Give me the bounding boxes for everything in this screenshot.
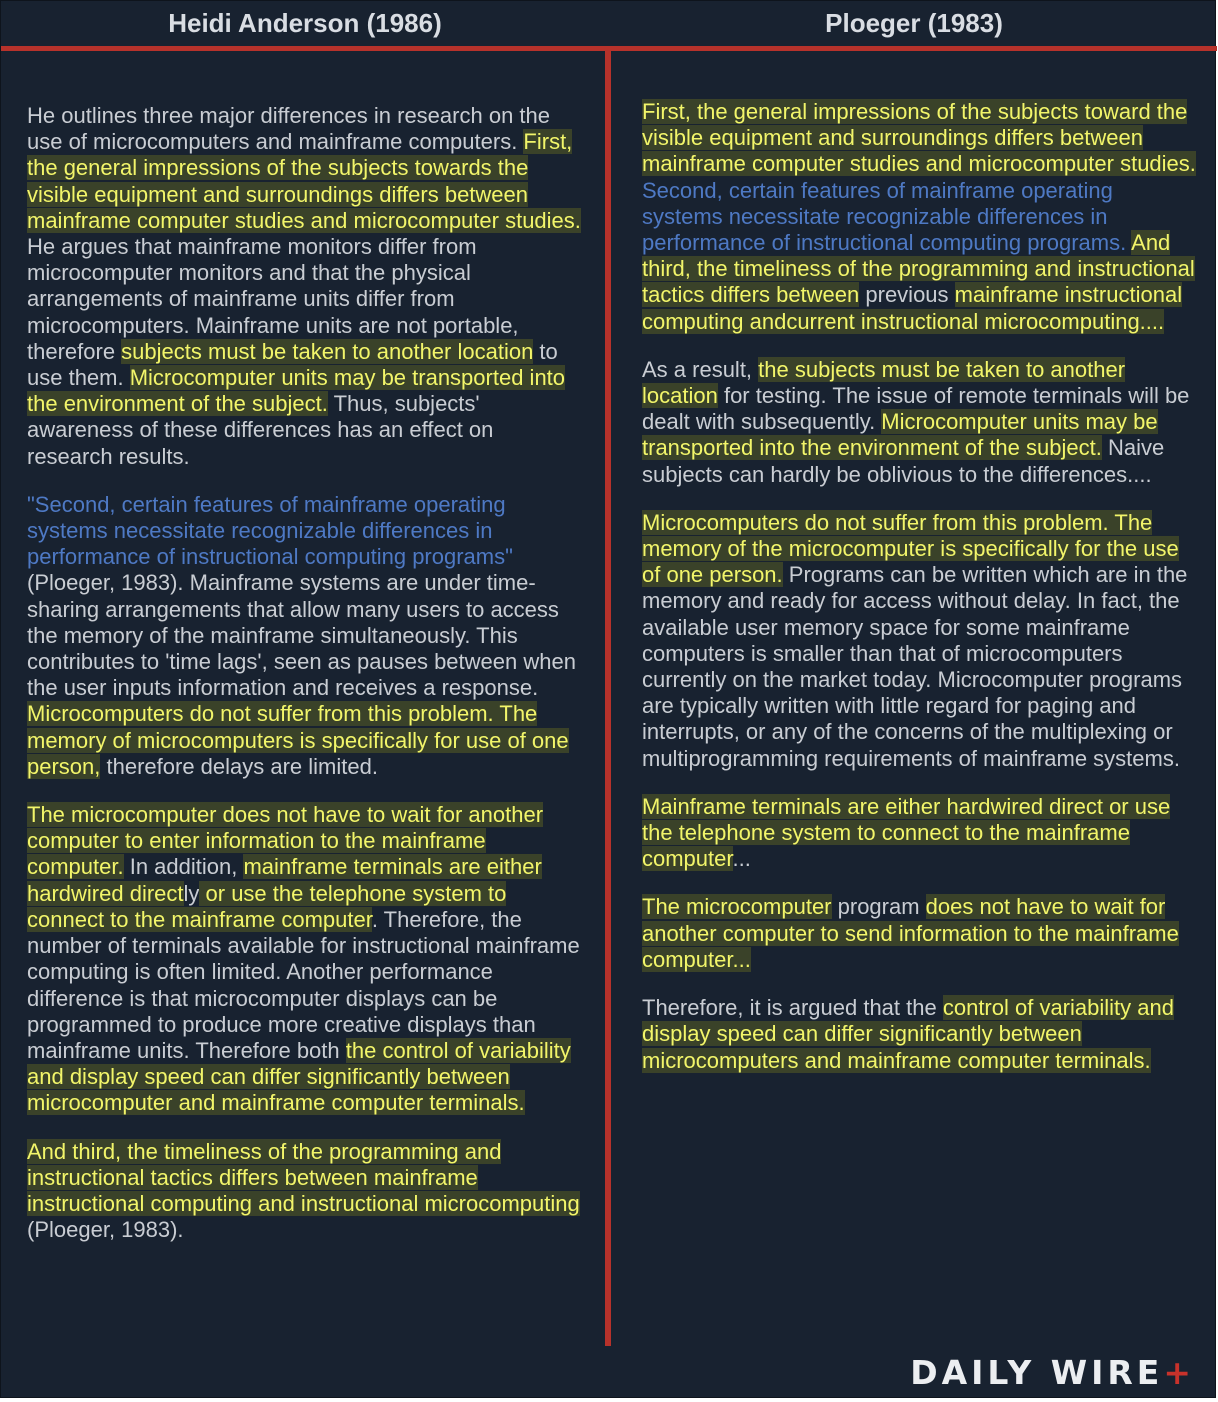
body-text: Programs can be written which are in the memory and ready for access without delay. In fact, the available user memory space for some mainframe computers is smaller than that of microcomputers currently on the market today. Microcomputer programs are typically written with little regard for paging and interrupts, or any of the concerns of the multiplexing or multiprogramming requirements of mainframe systems. xyxy=(642,562,1188,771)
left-column-title: Heidi Anderson (1986) xyxy=(168,8,442,38)
highlighted-text: the subjects must be taken to another location xyxy=(642,356,1126,409)
body-text: ... xyxy=(732,846,751,872)
quoted-text: "Second, certain features of mainframe operating systems necessitate recognizable differences in performance of instructional computing programs" xyxy=(27,491,513,570)
anderson-text-column xyxy=(27,103,583,1265)
anderson-paragraph-4 xyxy=(27,1139,583,1244)
highlighted-text: Mainframe terminals are either hardwired direct or use the telephone system to connect to the mainframe computer xyxy=(642,793,1171,872)
logo-wordmark: DAILY WIRE xyxy=(910,1353,1164,1392)
highlighted-text: The microcomputer does not have to wait for another computer to enter information to the mainframe computer. xyxy=(27,802,544,880)
ploeger-paragraph-2 xyxy=(642,357,1198,488)
highlighted-text: Microcomputers do not suffer from this problem. The memory of microcomputers is specifically for use of one person, xyxy=(27,701,569,779)
ploeger-text-column xyxy=(642,99,1198,1096)
body-text: Naive subjects can hardly be oblivious to the differences.... xyxy=(642,435,1165,487)
highlighted-text: Microcomputers do not suffer from this problem. The memory of the microcomputer is specifically for the use of one person. xyxy=(642,509,1179,588)
body-text: for testing. The issue of remote terminals will be dealt with subsequently. xyxy=(642,383,1190,435)
highlighted-text: The microcomputer xyxy=(642,894,832,920)
body-text: Thus, subjects' awareness of these differences has an effect on research results. xyxy=(27,391,494,469)
body-text: . Therefore, the number of terminals available for instructional mainframe computing is often limited. Another performance difference is that microcomputer displays can be programmed to produce more creative displays than mainframe units. Therefore both xyxy=(27,906,580,1063)
anderson-paragraph-3 xyxy=(27,802,583,1116)
body-text: program xyxy=(831,894,926,920)
ploeger-paragraph-6 xyxy=(642,995,1198,1074)
highlighted-text: And third, the timeliness of the programming and instructional tactics differs between mainframe instructional computing and instructional microcomputing xyxy=(27,1138,580,1216)
highlighted-text: control of variability and display speed can differ significantly between microcomputers and mainframe computer terminals. xyxy=(642,995,1174,1073)
body-text: As a result, xyxy=(642,356,759,382)
body-text: therefore delays are limited. xyxy=(100,753,378,779)
right-column-title: Ploeger (1983) xyxy=(825,8,1003,38)
highlighted-text: the control of variability and display speed can differ significantly between microcomputer and mainframe computer terminals. xyxy=(27,1037,571,1116)
highlighted-text: mainframe instructional computing andcurrent instructional microcomputing.... xyxy=(642,282,1183,334)
body-text: previous xyxy=(859,282,955,308)
anderson-paragraph-1 xyxy=(27,103,583,470)
highlighted-text: First, the general impressions of the subjects towards the visible equipment and surroundings differs between mainframe computer studies and microcomputer studies. xyxy=(27,129,581,233)
highlighted-text: or use the telephone system to connect to the mainframe computer xyxy=(27,880,507,932)
body-text: Therefore, it is argued that the xyxy=(642,995,943,1021)
body-text: In addition, xyxy=(123,854,244,880)
highlighted-text: First, the general impressions of the subjects toward the visible equipment and surroundings differs between mainframe computer studies and microcomputer studies. xyxy=(642,99,1196,177)
logo-plus: + xyxy=(1163,1353,1191,1392)
highlighted-text: Microcomputer units may be transported into the environment of the subject. xyxy=(642,409,1158,461)
ploeger-paragraph-3 xyxy=(642,510,1198,772)
highlighted-text: Microcomputer units may be transported into the environment of the subject. xyxy=(27,365,566,417)
highlighted-text: mainframe terminals are either hardwired direct xyxy=(27,854,542,906)
ploeger-paragraph-1 xyxy=(642,99,1198,335)
body-text: ly xyxy=(183,880,200,906)
body-text: He argues that mainframe monitors differ from microcomputer monitors and that the physical arrangements of mainframe units differ from microcomputers. Mainframe units are not portable, therefore xyxy=(27,234,519,364)
body-text: (Ploeger, 1983). xyxy=(27,1217,184,1243)
column-divider xyxy=(605,46,611,1346)
highlighted-text: And third, the timeliness of the programming and instructional tactics differs between xyxy=(642,230,1195,308)
highlighted-text: subjects must be taken to another location xyxy=(121,338,534,364)
body-text: He outlines three major differences in research on the use of microcomputers and mainframe computers. xyxy=(27,103,550,155)
body-text: to use them. xyxy=(27,338,558,391)
highlighted-text: does not have to wait for another computer to send information to the mainframe computer... xyxy=(642,894,1179,972)
anderson-paragraph-2 xyxy=(27,492,583,780)
daily-wire-logo xyxy=(910,1353,1191,1392)
quoted-text: Second, certain features of mainframe operating systems necessitate recognizable differences in performance of instructional computing programs. xyxy=(642,177,1127,256)
body-text: (Ploeger, 1983). Mainframe systems are under time-sharing arrangements that allow many users to access the memory of the mainframe simultaneously. This contributes to 'time lags', seen as pauses between when the user inputs information and receives a response. xyxy=(27,570,576,701)
ploeger-paragraph-4 xyxy=(642,794,1198,873)
ploeger-paragraph-5 xyxy=(642,894,1198,973)
